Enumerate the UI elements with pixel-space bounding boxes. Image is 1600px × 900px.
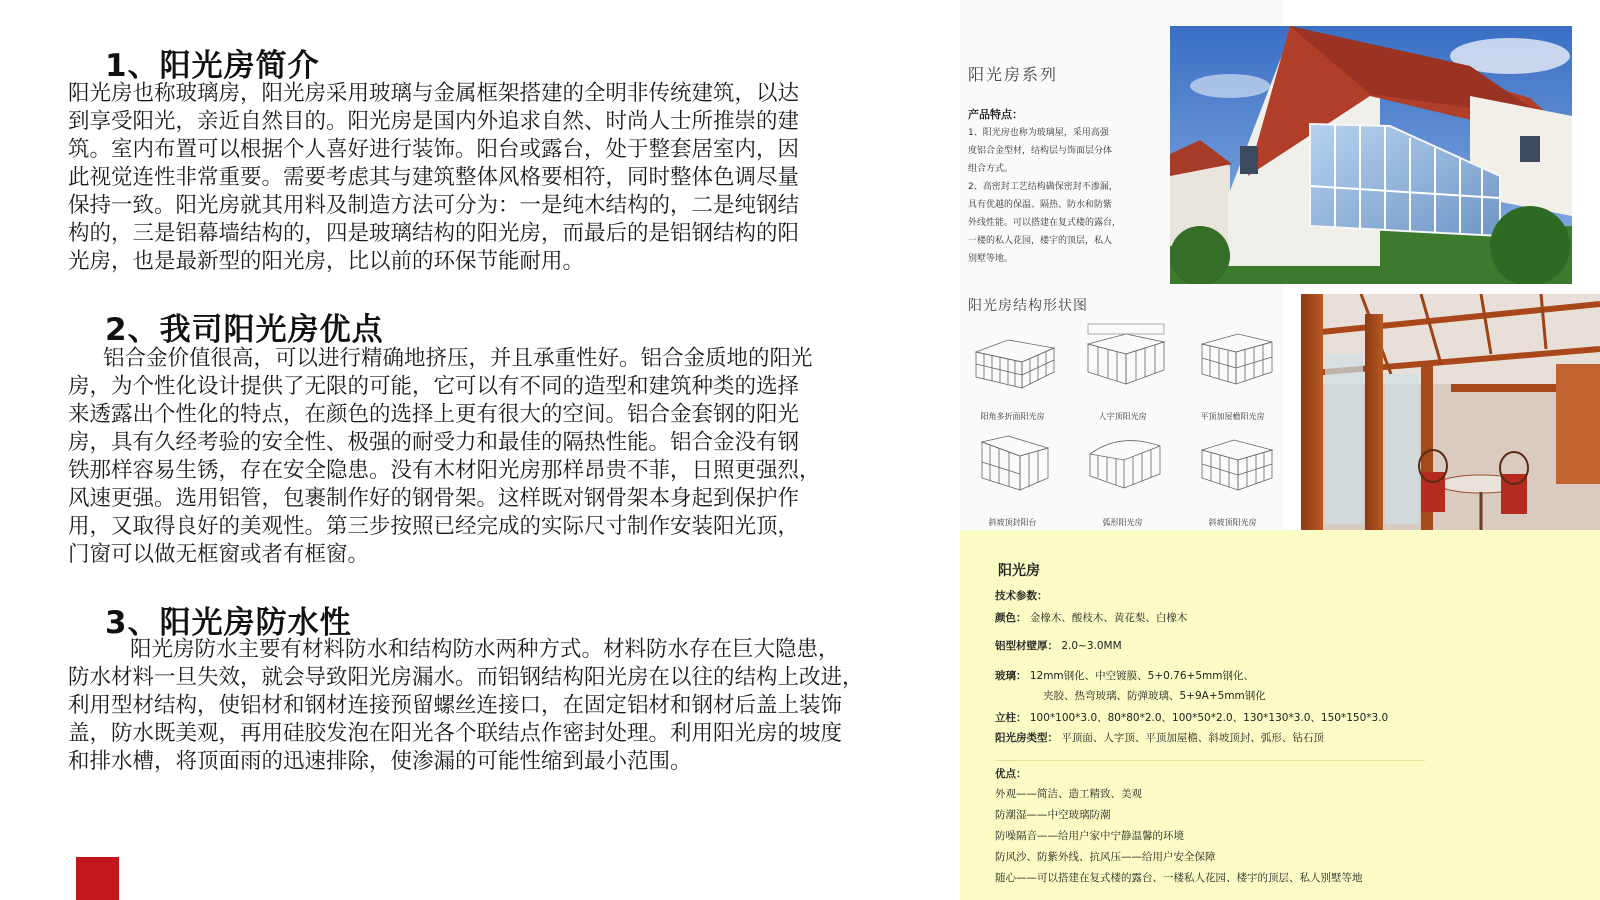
section1-line: 筑。室内布置可以根据个人喜好进行装饰。阳台或露台，处于整套居室内，因 bbox=[68, 137, 800, 162]
structure-drawing bbox=[1070, 322, 1175, 422]
section1-line: 到享受阳光，亲近自然目的。阳光房是国内外追求自然、时尚人士所推崇的建 bbox=[68, 109, 800, 134]
structure-caption: 人字顶阳光房 bbox=[1098, 412, 1147, 421]
structure-caption: 弧形阳光房 bbox=[1102, 518, 1143, 527]
section2-heading: 2、我司阳光房优点 bbox=[105, 312, 384, 348]
structure-caption: 平顶加屋檐阳光房 bbox=[1200, 412, 1265, 421]
structure-drawing bbox=[1070, 428, 1175, 528]
brochure-column bbox=[960, 0, 1600, 900]
glass-value-2: 夹胶、热弯玻璃、防弹玻璃、5+9A+5mm钢化 bbox=[1043, 690, 1266, 702]
section3-line: 阳光房防水主要有材料防水和结构防水两种方式。材料防水存在巨大隐患， bbox=[130, 637, 840, 662]
spec-title: 阳光房 bbox=[998, 563, 1040, 579]
structure-title: 阳光房结构形状图 bbox=[968, 298, 1088, 314]
post-value: 100*100*3.0、80*80*2.0、100*50*2.0、130*130*3.0、150*150*3.0 bbox=[1029, 712, 1389, 724]
structure-drawing bbox=[1180, 322, 1285, 422]
brochure-feature-line: 2、高密封工艺结构确保密封不渗漏， bbox=[968, 182, 1118, 192]
section3-line: 和排水槽，将顶面雨的迅速排除，使渗漏的可能性缩到最小范围。 bbox=[68, 749, 692, 774]
section2-line: 来透露出个性化的特点，在颜色的选择上更有很大的空间。铝合金套钢的阳光 bbox=[68, 402, 800, 427]
section2-line: 铁那样容易生锈，存在安全隐患。没有木材阳光房那样昂贵不菲，日照更强烈， bbox=[68, 458, 821, 483]
sunroom-wireframe-icon bbox=[968, 428, 1063, 498]
thickness-label: 铝型材壁厚： bbox=[995, 640, 1058, 652]
section2-line: 风速更强。选用铝管，包裹制作好的钢骨架。这样既对钢骨架本身起到保护作 bbox=[68, 486, 800, 511]
house-sunroom-photo bbox=[1170, 26, 1572, 284]
sunroom-wireframe-icon bbox=[1078, 322, 1173, 392]
section2-line: 房，具有久经考验的安全性、极强的耐受力和最佳的隔热性能。铝合金没有钢 bbox=[68, 430, 800, 455]
brochure-feature-line: 具有优越的保温、隔热、防水和防紫 bbox=[968, 200, 1113, 210]
advantage-item: 外观——简洁、造工精致、美观 bbox=[995, 788, 1142, 800]
structure-drawing bbox=[960, 322, 1065, 422]
tech-label: 技术参数： bbox=[995, 590, 1048, 602]
sunroom-wireframe-icon bbox=[968, 322, 1063, 392]
advantages-label: 优点： bbox=[995, 768, 1027, 780]
section1-line: 此视觉连性非常重要。需要考虑其与建筑整体风格要相符，同时整体色调尽量 bbox=[68, 165, 800, 190]
wood-sunroom-interior-photo bbox=[1301, 294, 1600, 530]
section3-line: 盖，防水既美观，再用硅胶发泡在阳光各个联结点作密封处理。利用阳光房的坡度 bbox=[68, 721, 843, 746]
structure-caption: 斜坡顶封阳台 bbox=[988, 518, 1037, 527]
advantage-item: 防风沙、防紫外线、抗风压——给用户安全保障 bbox=[995, 851, 1216, 863]
section2-line: 门窗可以做无框窗或者有框窗。 bbox=[68, 542, 370, 567]
section1-line: 构的，三是铝幕墙结构的，四是玻璃结构的阳光房，而最后的是铝钢结构的阳 bbox=[68, 221, 800, 246]
type-label: 阳光房类型： bbox=[995, 732, 1058, 744]
brochure-series-title: 阳光房系列 bbox=[968, 65, 1059, 84]
sunroom-wireframe-icon bbox=[1188, 322, 1283, 392]
structure-drawing bbox=[1180, 428, 1285, 528]
spec-divider bbox=[995, 760, 1425, 761]
glass-label: 玻璃： bbox=[995, 670, 1027, 682]
section2-line: 用，又取得良好的美观性。第三步按照已经完成的实际尺寸制作安装阳光顶， bbox=[68, 514, 800, 539]
advantage-item: 防潮湿——中空玻璃防潮 bbox=[995, 809, 1111, 821]
brochure-feature-line: 度铝合金型材，结构层与饰面层分体 bbox=[968, 146, 1113, 156]
section1-line: 光房，也是最新型的阳光房，比以前的环保节能耐用。 bbox=[68, 249, 585, 274]
color-value: 金橡木、酸枝木、黄花梨、白橡木 bbox=[1029, 612, 1188, 624]
brochure-feature-line: 一楼的私人花园，楼宇的顶层，私人 bbox=[968, 236, 1113, 246]
brochure-feature-line: 外线性能。可以搭建在复式楼的露台， bbox=[968, 218, 1122, 228]
glass-value-1: 12mm钢化、中空镀膜、5+0.76+5mm钢化、 bbox=[1029, 670, 1254, 682]
spec-panel bbox=[960, 530, 1600, 900]
type-value: 平顶面、人字顶、平顶加屋檐、斜坡顶封、弧形、钻石顶 bbox=[1061, 732, 1324, 744]
color-label: 颜色： bbox=[995, 612, 1027, 624]
section2-line: 铝合金价值很高，可以进行精确地挤压，并且承重性好。铝合金质地的阳光 bbox=[103, 346, 813, 371]
section3-line: 防水材料一旦失效，就会导致阳光房漏水。而铝钢结构阳光房在以往的结构上改进， bbox=[68, 665, 864, 690]
section2-line: 房，为个性化设计提供了无限的可能，它可以有不同的造型和建筑种类的选择 bbox=[68, 374, 800, 399]
thickness-value: 2.0~3.0MM bbox=[1061, 640, 1122, 652]
sunroom-wireframe-icon bbox=[1078, 428, 1173, 498]
structure-caption: 斜坡顶阳光房 bbox=[1208, 518, 1257, 527]
structure-drawing bbox=[960, 428, 1065, 528]
post-label: 立柱： bbox=[995, 712, 1027, 724]
advantage-item: 防噪隔音——给用户家中宁静温馨的环境 bbox=[995, 830, 1184, 842]
brochure-feature-line: 组合方式。 bbox=[968, 164, 1014, 174]
accent-square bbox=[76, 857, 119, 900]
structure-caption: 阳角多折面阳光房 bbox=[980, 412, 1045, 421]
advantage-item: 随心——可以搭建在复式楼的露台、一楼私人花园、楼宇的顶层、私人别墅等地 bbox=[995, 872, 1363, 884]
section3-line: 利用型材结构，使铝材和钢材连接预留螺丝连接口，在固定铝材和钢材后盖上装饰 bbox=[68, 693, 843, 718]
section1-line: 阳光房也称玻璃房，阳光房采用玻璃与金属框架搭建的全明非传统建筑，以达 bbox=[68, 81, 800, 106]
section1-heading: 1、阳光房简介 bbox=[105, 48, 320, 84]
brochure-features-heading: 产品特点： bbox=[968, 108, 1023, 121]
section3-heading: 3、阳光房防水性 bbox=[105, 605, 352, 641]
brochure-feature-line: 1、阳光房也称为玻璃屋，采用高强 bbox=[968, 128, 1109, 138]
sunroom-wireframe-icon bbox=[1188, 428, 1283, 498]
brochure-feature-line: 别墅等地。 bbox=[968, 254, 1014, 264]
section1-line: 保持一致。阳光房就其用料及制造方法可分为：一是纯木结构的，二是纯钢结 bbox=[68, 193, 800, 218]
